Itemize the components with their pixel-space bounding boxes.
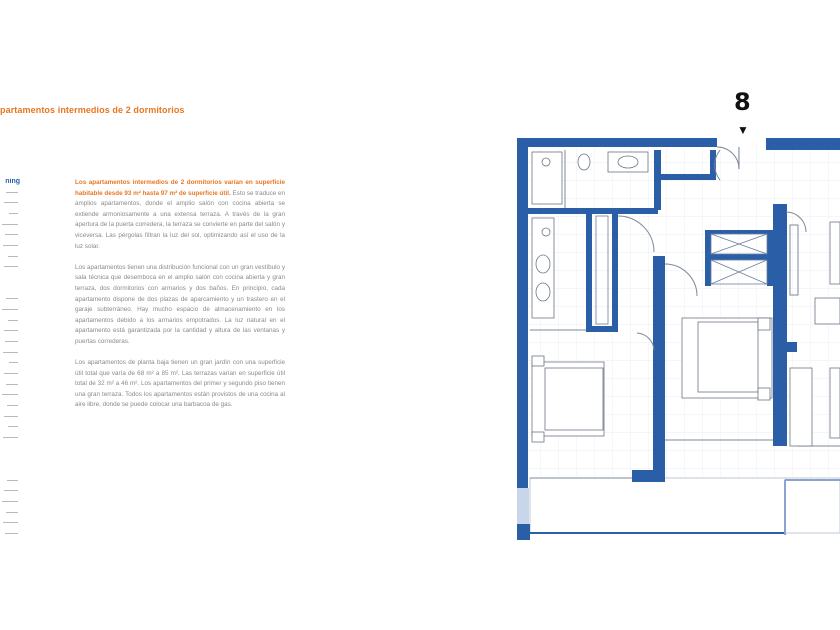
entrance-arrow-icon: ▼ bbox=[737, 123, 749, 137]
left-column-fragment: ning bbox=[5, 178, 20, 185]
paragraph-3: Los apartamentos de planta baja tienen un gran jardín con una superficie útil total que varía de 68 m² a 85 m². Las terrazas varían en superficie útil total de 32 m² a 46 m². Los apartamentos del primer y segundo piso tienen una gran terraza. Todos los apartamentos están provistos de una cocina al aire libre, donde se puede colocar una barbacoa de gas. bbox=[75, 359, 285, 409]
article-text bbox=[75, 178, 285, 422]
paragraph-1 bbox=[75, 178, 285, 252]
floor-plan bbox=[510, 130, 840, 550]
unit-number: 8 bbox=[734, 88, 751, 116]
paragraph-1-body: Esto se traduce en amplios apartamentos, donde el amplio salón con cocina abierta se extiende armoniosamente a una extensa terraza. A través de la gran apertura de la puerta corredera, la terraza se convierte en parte del salón y viceversa. Las pérgolas filtran la luz del sol, optimizando así el uso de la luz solar. bbox=[75, 189, 285, 250]
section-heading: partamentos intermedios de 2 dormitorios bbox=[0, 105, 185, 115]
lead-sentence: Los apartamentos intermedios de 2 dormitorios varían en superficie habitable desde 93 m² hasta 97 m² de superficie útil. bbox=[75, 179, 285, 197]
paragraph-2: Los apartamentos tienen una distribución funcional con un gran vestíbulo y sala técnica que desemboca en el amplio salón con cocina abierta y gran terraza, dos dormitorios con armarios y dos baños. En principio, cada apartamento dispone de dos plazas de aparcamiento y un trastero en el garaje subterráneo. Hay mucho espacio de almacenamiento en los apartamentos debido a los armarios empotrados. La luz natural en el apartamento está garantizada por la cantidad y altura de las ventanas y puertas correderas. bbox=[75, 263, 285, 345]
left-text-column bbox=[0, 178, 20, 558]
